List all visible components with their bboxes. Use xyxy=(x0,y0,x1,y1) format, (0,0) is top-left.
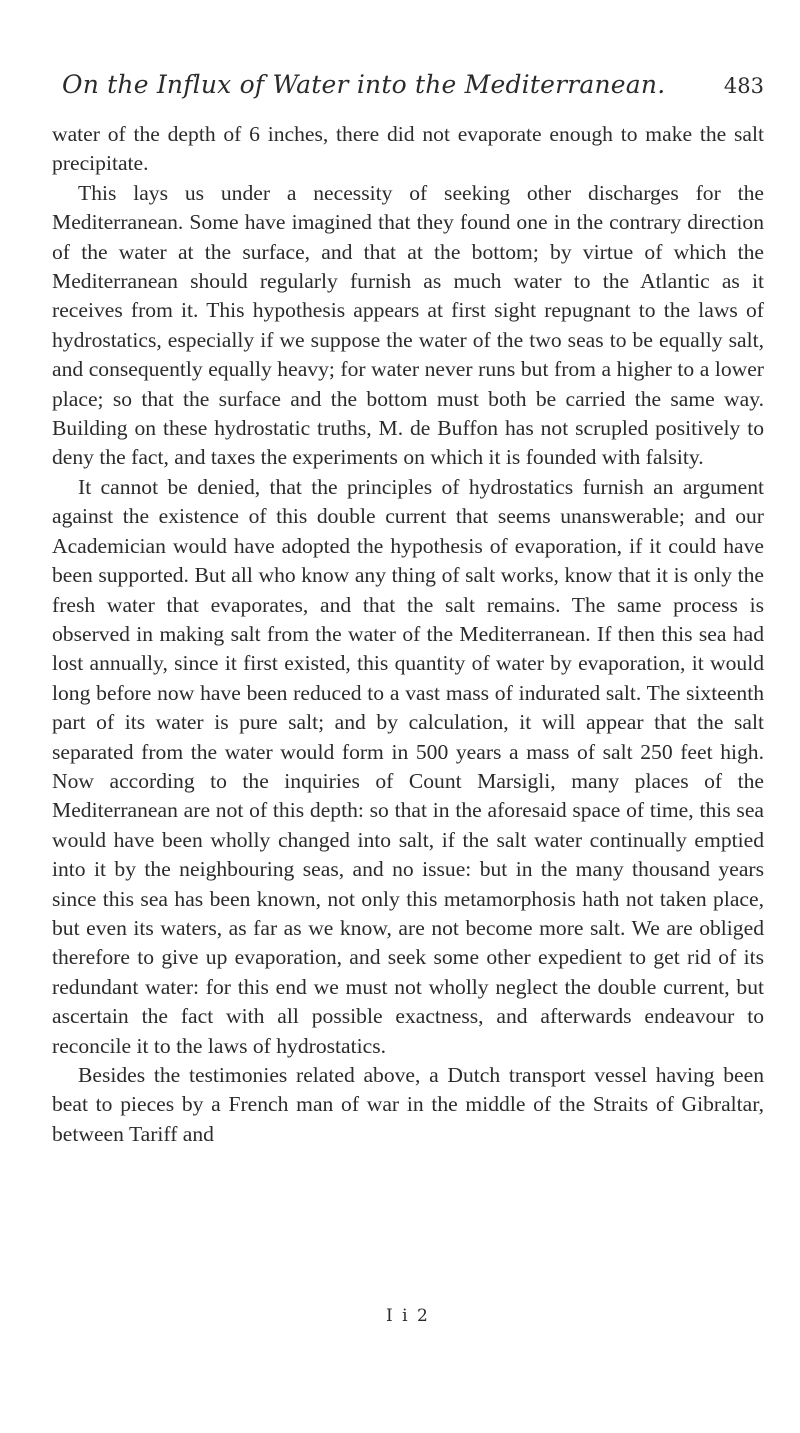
page-number: 483 xyxy=(723,74,764,98)
paragraph-evaporation: It cannot be denied, that the principles of hydrostatics furnish an argument against the existence of this double current that seems unanswerable; and our Academician would have adopted the hypothesis of evaporation, if it could have been supported. But all who know any thing of salt works, know that it is only the fresh water that evaporates, and that the salt remains. The same process is observed in making salt from the water of the Mediterranean. If then this sea had lost annually, since it first existed, this quantity of water by evaporation, it would long before now have been reduced to a vast mass of indurated salt. The sixteenth part of its water is pure salt; and by calculation, it will appear that the salt separated from the water would form in 500 years a mass of salt 250 feet high. Now according to the inquiries of Count Marsigli, many places of the Mediterranean are not of this depth: so that in the aforesaid space of time, this sea would have been wholly changed into salt, if the salt water continually emptied into it by the neighbouring seas, and no issue: but in the many thousand years since this sea has been known, not only this metamorphosis hath not taken place, but even its waters, as far as we know, are not become more salt. We are obliged therefore to give up evaporation, and seek some other expedient to get rid of its redundant water: for this end we must not wholly neglect the double current, but ascertain the fact with all possible exactness, and afterwards endeavour to reconcile it to the laws of hydrostatics. xyxy=(52,474,764,1058)
running-title: On the Influx of Water into the Mediterranean. xyxy=(62,70,666,99)
paragraph-double-current: This lays us under a necessity of seeking other discharges for the Mediterranean. Some have imagined that they found one in the contrary direction of the water at the surface, and that at the bottom; by virtue of which the Mediterranean should regularly furnish as much water to the Atlantic as it receives from it. This hypothesis appears at first sight repugnant to the laws of hydrostatics, especially if we suppose the water of the two seas to be equally salt, and consequently equally heavy; for water never runs but from a higher to a lower place; so that the surface and the bottom must both be carried the same way. Building on these hydrostatic truths, M. de Buffon has not scrupled positively to deny the fact, and taxes the experiments on which it is founded with falsity. xyxy=(52,180,764,470)
paragraph-testimonies: Besides the testimonies related above, a Dutch transport vessel having been beat to pieces by a French man of war in the middle of the Straits of Gibraltar, between Tariff and xyxy=(52,1063,764,1146)
body-text xyxy=(52,120,764,1149)
signature-mark: I i 2 xyxy=(386,1306,430,1326)
paragraph-continuation: water of the depth of 6 inches, there did not evaporate enough to make the salt precipitate. xyxy=(52,122,764,176)
running-head xyxy=(52,70,764,110)
